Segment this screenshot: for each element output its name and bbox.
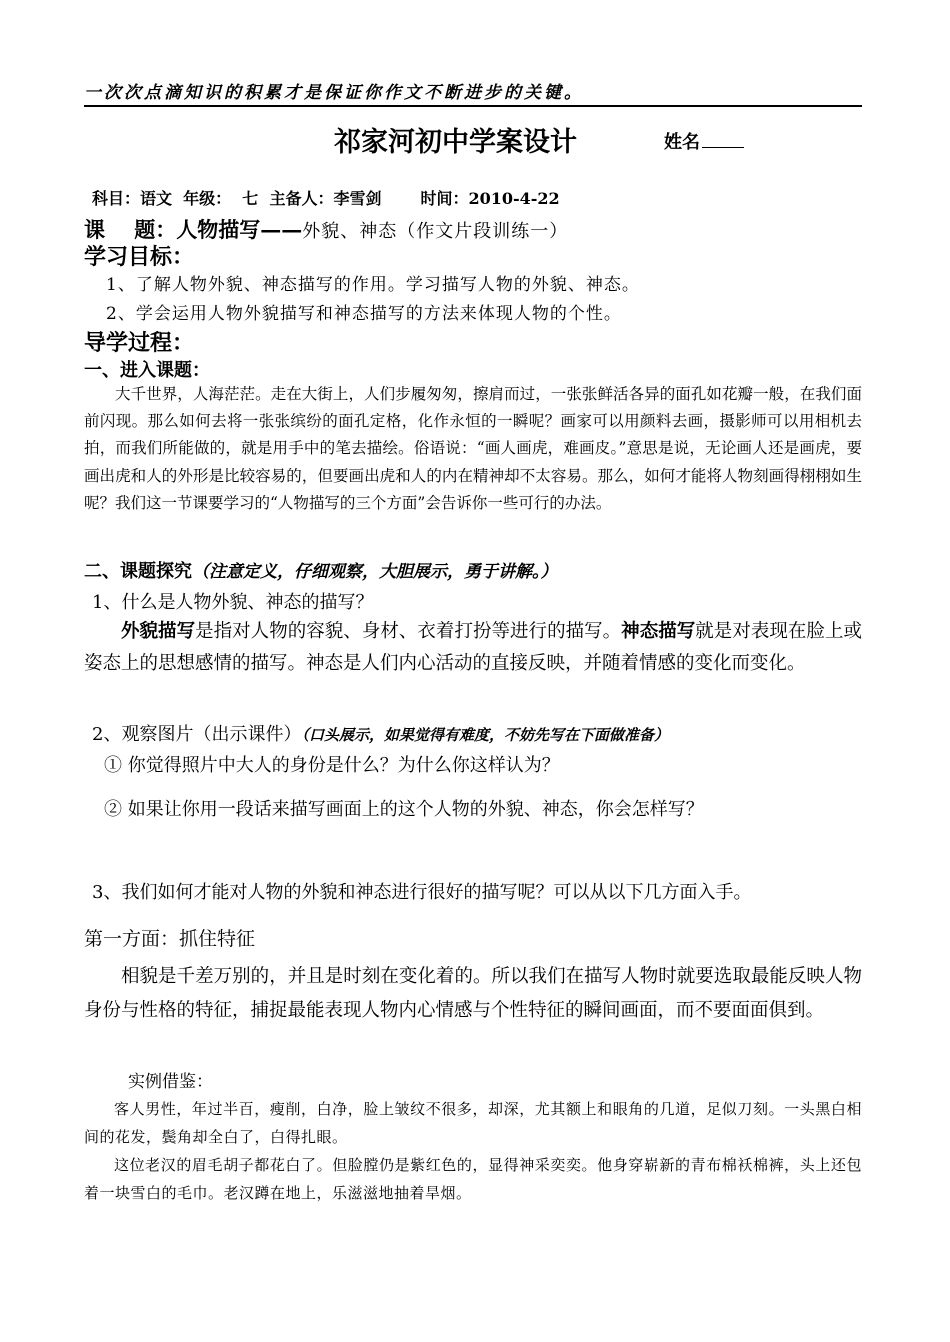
topic-label: 课 题： (84, 217, 177, 242)
section2-heading-line (84, 557, 558, 583)
question-2-line (92, 720, 669, 746)
goal-item-1: 1、了解人物外貌、神态描写的作用。学习描写人物的外貌、神态。 (106, 275, 640, 295)
section2-heading: 二、课题探究 (84, 561, 192, 582)
section1-heading: 一、进入课题： (84, 360, 210, 381)
def-text-appearance: 是指对人物的容貌、身材、衣着打扮等进行的描写。 (195, 621, 622, 642)
meta-preparer: 主备人：李雪剑 (269, 189, 382, 208)
document-title: 祁家河初中学案设计 (334, 127, 577, 158)
definition-paragraph (84, 616, 862, 679)
question-1: 1、什么是人物外貌、神态的描写？ (92, 592, 374, 613)
aspect1-heading: 第一方面：抓住特征 (84, 928, 256, 950)
example-2: 这位老汉的眉毛胡子都花白了。但脸膛仍是紫红色的，显得神采奕奕。他身穿崭新的青布棉袄棉裤，头上还包着一块雪白的毛巾。老汉蹲在地上，乐滋滋地抽着旱烟。 (84, 1156, 862, 1202)
aspect1-text: 相貌是千差万别的，并且是时刻在变化着的。所以我们在描写人物时就要选取最能反映人物身份与性格的特征，捕捉最能表现人物内心情感与个性特征的瞬间画面，而不要面面俱到。 (84, 966, 862, 1021)
section1-text: 大千世界，人海茫茫。走在大街上，人们步履匆匆，擦肩而过，一张张鲜活各异的面孔如花瓣一般，在我们面前闪现。那么如何去将一张张缤纷的面孔定格，化作永恒的一瞬呢？画家可以用颜料去画，摄影师可以用相机去拍，而我们所能做的，就是用手中的笔去描绘。俗语说：“画人画虎，难画皮。”意思是说，无论画人还是画虎，要画出虎和人的外形是比较容易的，但要画出虎和人的内在精神却不太容易。那么，如何才能将人物刻画得栩栩如生呢？我们这一节课要学习的“人物描写的三个方面”会告诉你一些可行的办法。 (84, 385, 862, 512)
name-field (664, 128, 744, 154)
name-blank (702, 147, 744, 148)
example-1: 客人男性，年过半百，瘦削，白净，脸上皱纹不很多，却深，尤其额上和眼角的几道，足似刀刻。一头黑白相间的花发，鬓角却全白了，白得扎眼。 (84, 1100, 862, 1146)
name-label: 姓名 (664, 132, 700, 153)
def-keyword-expression: 神态描写 (621, 621, 696, 642)
topic-subtitle: 外貌、神态（作文片段训练一） (302, 221, 569, 242)
topic-title: 人物描写—— (176, 217, 303, 242)
meta-subject: 科目：语文 (92, 189, 173, 208)
question-3: 3、我们如何才能对人物的外貌和神态进行很好的描写呢？可以从以下几方面入手。 (92, 882, 752, 903)
question-2: 2、观察图片（出示课件） (92, 724, 302, 745)
question-2b: ② 如果让你用一段话来描写画面上的这个人物的外貌、神态，你会怎样写？ (104, 799, 704, 820)
process-heading: 导学过程： (84, 331, 195, 356)
def-keyword-appearance: 外貌描写 (121, 621, 196, 642)
question-2a: ① 你觉得照片中大人的身份是什么？为什么你这样认为？ (104, 755, 560, 776)
meta-date: 时间：2010-4-22 (420, 189, 560, 208)
section2-heading-note: （注意定义，仔细观察，大胆展示，勇于讲解。） (192, 562, 558, 582)
meta-grade: 年级： 七 (183, 189, 259, 208)
header-motto: 一次次点滴知识的积累才是保证你作文不断进步的关键。 (84, 78, 862, 107)
meta-line (92, 186, 560, 209)
def-text-expression: 就是对表现在脸上或姿态上的思想感情的描写。神态是人们内心活动的直接反映，并随着情感的变化而变化。 (84, 621, 862, 674)
goals-heading: 学习目标： (84, 245, 195, 270)
goal-item-2: 2、学会运用人物外貌描写和神态描写的方法来体现人物的个性。 (106, 304, 622, 324)
question-2-note: （口头展示，如果觉得有难度，不妨先写在下面做准备） (301, 726, 669, 744)
example-label: 实例借鉴： (128, 1072, 213, 1092)
title-row (84, 120, 862, 160)
